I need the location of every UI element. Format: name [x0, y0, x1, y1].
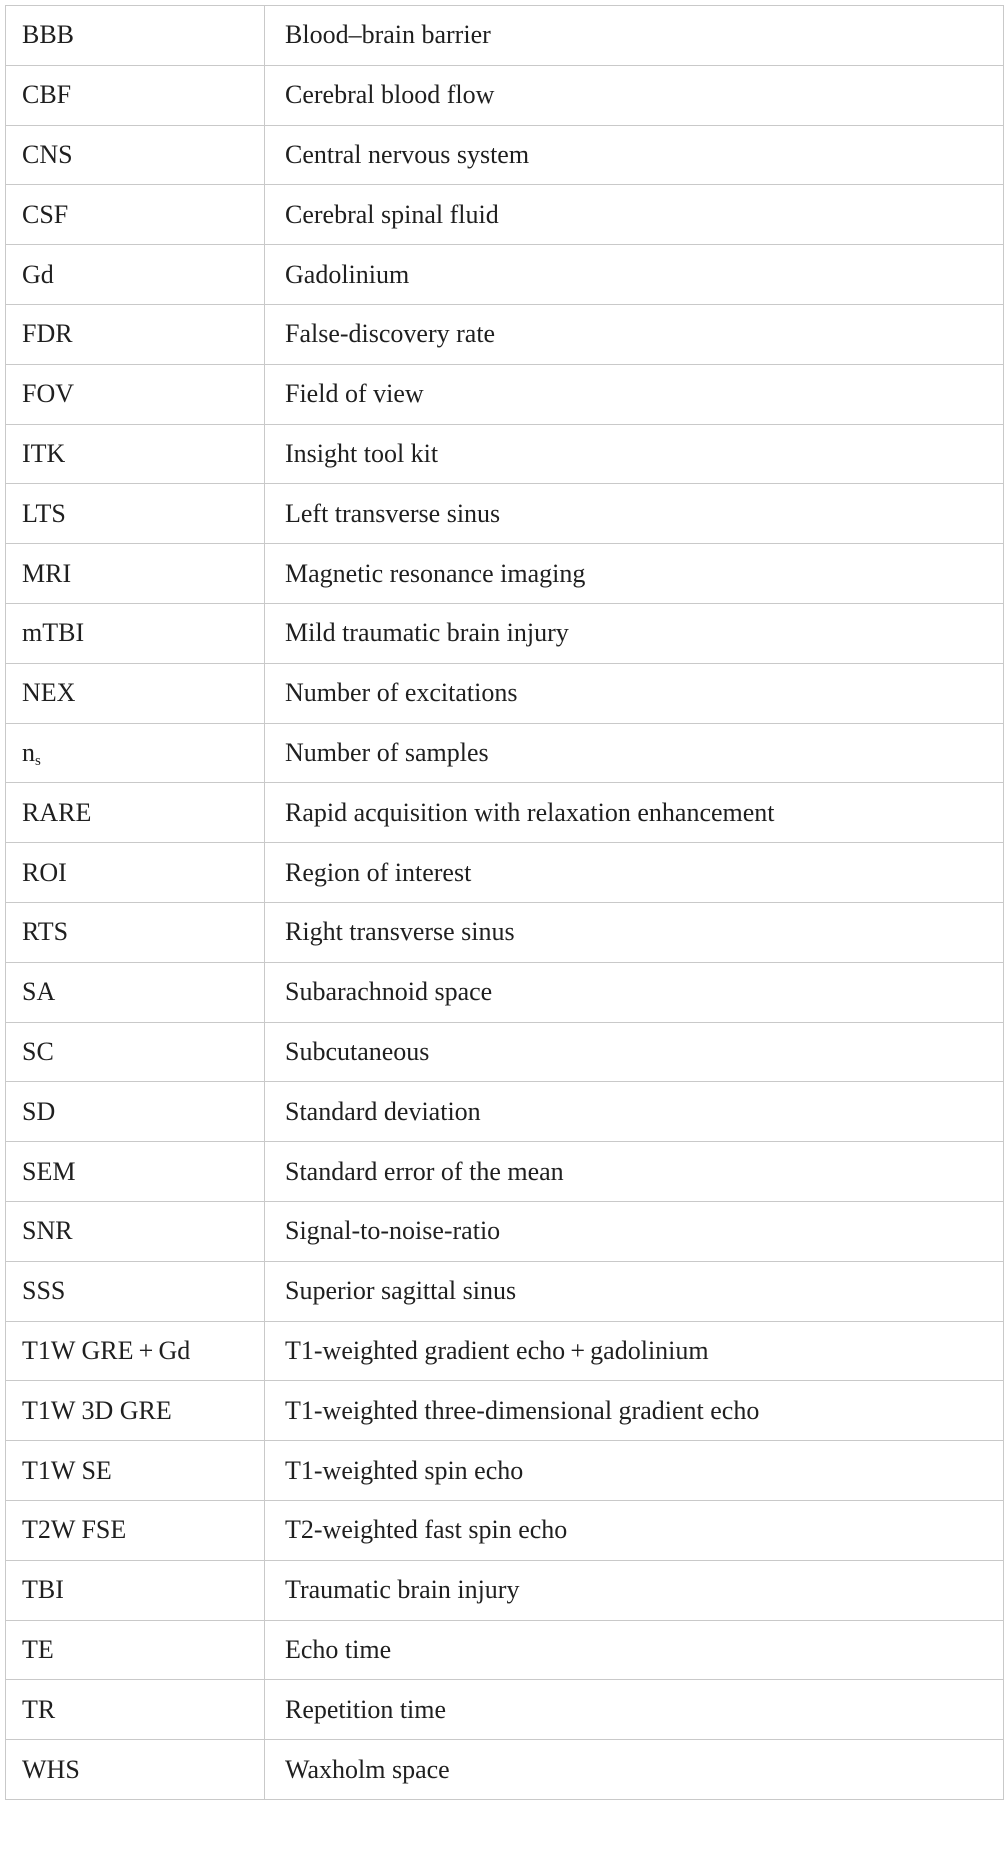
abbreviation-cell: SNR [6, 1201, 265, 1261]
definition-cell: Signal-to-noise-ratio [265, 1201, 1004, 1261]
abbreviation-cell: LTS [6, 484, 265, 544]
abbreviation-cell: SSS [6, 1261, 265, 1321]
table-row [6, 424, 1004, 484]
definition-cell: Subcutaneous [265, 1022, 1004, 1082]
table-row [6, 1082, 1004, 1142]
table-row [6, 1620, 1004, 1680]
definition-cell: Right transverse sinus [265, 902, 1004, 962]
abbreviation-cell: FOV [6, 364, 265, 424]
definition-cell: Left transverse sinus [265, 484, 1004, 544]
definition-cell: T1-weighted spin echo [265, 1441, 1004, 1501]
abbreviation-cell: CNS [6, 125, 265, 185]
table-row [6, 1321, 1004, 1381]
abbreviation-cell: BBB [6, 6, 265, 66]
abbreviation-cell: NEX [6, 663, 265, 723]
definition-cell: Central nervous system [265, 125, 1004, 185]
table-row [6, 1022, 1004, 1082]
definition-cell: Cerebral blood flow [265, 65, 1004, 125]
table-row [6, 544, 1004, 604]
definition-cell: Superior sagittal sinus [265, 1261, 1004, 1321]
abbreviation-cell: Gd [6, 245, 265, 305]
definition-cell: Insight tool kit [265, 424, 1004, 484]
definition-cell: Standard error of the mean [265, 1142, 1004, 1202]
table-row [6, 723, 1004, 783]
table-row [6, 1441, 1004, 1501]
abbreviation-cell: FDR [6, 304, 265, 364]
definition-cell: Subarachnoid space [265, 962, 1004, 1022]
abbreviation-cell: SD [6, 1082, 265, 1142]
table-row [6, 962, 1004, 1022]
table-row [6, 65, 1004, 125]
abbreviation-cell: T1W 3D GRE [6, 1381, 265, 1441]
abbreviation-cell: TBI [6, 1560, 265, 1620]
abbreviation-cell: SC [6, 1022, 265, 1082]
definition-cell: Number of samples [265, 723, 1004, 783]
definition-cell: T1-weighted gradient echo + gadolinium [265, 1321, 1004, 1381]
abbreviation-cell: TE [6, 1620, 265, 1680]
table-row [6, 1201, 1004, 1261]
definition-cell: Echo time [265, 1620, 1004, 1680]
abbreviation-cell: SA [6, 962, 265, 1022]
table-row [6, 1261, 1004, 1321]
table-row [6, 1560, 1004, 1620]
abbreviation-cell: MRI [6, 544, 265, 604]
table-row [6, 304, 1004, 364]
table-row [6, 125, 1004, 185]
abbreviation-cell: T1W GRE + Gd [6, 1321, 265, 1381]
abbreviation-cell: T2W FSE [6, 1500, 265, 1560]
abbreviation-cell: TR [6, 1680, 265, 1740]
table-row [6, 185, 1004, 245]
table-row [6, 1142, 1004, 1202]
table-row [6, 663, 1004, 723]
table-row [6, 364, 1004, 424]
definition-cell: T1-weighted three-dimensional gradient echo [265, 1381, 1004, 1441]
abbreviation-cell: ITK [6, 424, 265, 484]
abbreviations-table-container [5, 5, 1003, 1800]
abbreviation-cell: WHS [6, 1740, 265, 1800]
definition-cell: T2-weighted fast spin echo [265, 1500, 1004, 1560]
table-row [6, 1381, 1004, 1441]
abbreviation-cell: RARE [6, 783, 265, 843]
definition-cell: Mild traumatic brain injury [265, 603, 1004, 663]
definition-cell: Gadolinium [265, 245, 1004, 305]
table-row [6, 902, 1004, 962]
definition-cell: Magnetic resonance imaging [265, 544, 1004, 604]
table-row [6, 783, 1004, 843]
definition-cell: Blood–brain barrier [265, 6, 1004, 66]
abbreviation-cell: mTBI [6, 603, 265, 663]
definition-cell: Field of view [265, 364, 1004, 424]
table-row [6, 245, 1004, 305]
abbreviation-cell: CSF [6, 185, 265, 245]
abbreviation-cell: ROI [6, 843, 265, 903]
table-row [6, 603, 1004, 663]
definition-cell: Repetition time [265, 1680, 1004, 1740]
table-row [6, 1740, 1004, 1800]
abbreviations-table [5, 5, 1004, 1800]
abbreviation-cell: SEM [6, 1142, 265, 1202]
definition-cell: Standard deviation [265, 1082, 1004, 1142]
definition-cell: Traumatic brain injury [265, 1560, 1004, 1620]
abbreviation-cell: T1W SE [6, 1441, 265, 1501]
table-row [6, 6, 1004, 66]
definition-cell: Region of interest [265, 843, 1004, 903]
table-row [6, 1500, 1004, 1560]
definition-cell: False-discovery rate [265, 304, 1004, 364]
table-row [6, 843, 1004, 903]
table-row [6, 1680, 1004, 1740]
table-row [6, 484, 1004, 544]
abbreviation-subscript: s [35, 752, 41, 769]
abbreviation-cell: RTS [6, 902, 265, 962]
definition-cell: Cerebral spinal fluid [265, 185, 1004, 245]
abbreviation-cell [6, 723, 265, 783]
definition-cell: Number of excitations [265, 663, 1004, 723]
definition-cell: Waxholm space [265, 1740, 1004, 1800]
abbreviation-cell: CBF [6, 65, 265, 125]
definition-cell: Rapid acquisition with relaxation enhancement [265, 783, 1004, 843]
abbreviation-text: n [22, 737, 35, 767]
